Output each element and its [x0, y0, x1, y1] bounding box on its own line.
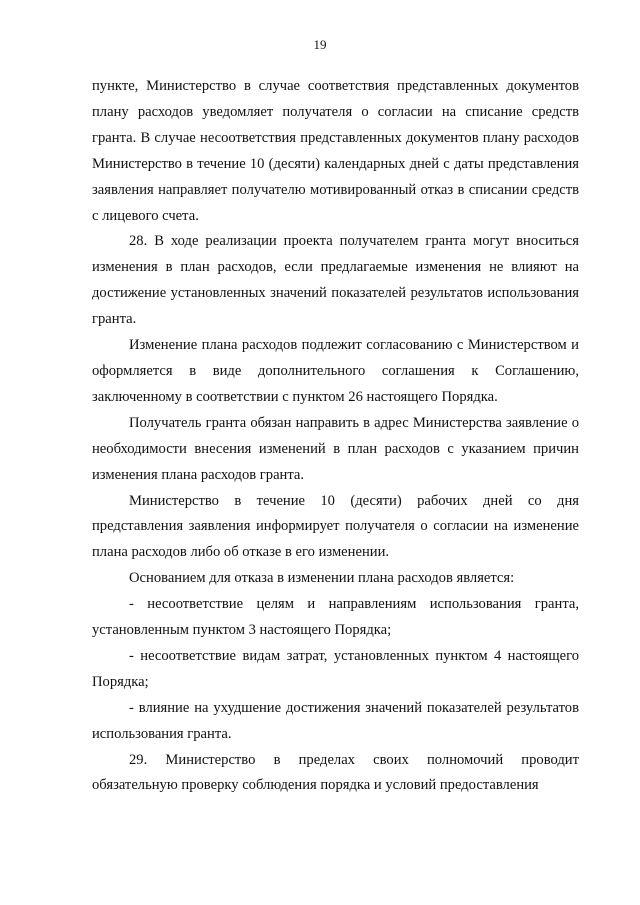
list-item-purpose-mismatch: - несоответствие целям и направлениям использования гранта, установленным пунктом 3 настоящего Порядка;: [92, 596, 579, 639]
page-number: 19: [313, 37, 327, 52]
paragraph-continuation: пункте, Министерство в случае соответствия представленных документов плану расходов уведомляет получателя о согласии на списание средств гранта. В случае несоответствия представленных документов плану расходов Министерство в течение 10 (десяти) календарных дней с даты представления заявления направляет получателю мотивированный отказ в списании средств с лицевого счета.: [92, 78, 579, 224]
paragraph-item-29: 29. Министерство в пределах своих полномочий проводит обязательную проверку соблюдения порядка и условий предоставления: [92, 751, 579, 794]
paragraph-refusal-grounds: Основанием для отказа в изменении плана расходов является:: [129, 570, 515, 587]
paragraph-ministry-response: Министерство в течение 10 (десяти) рабочих дней со дня представления заявления информирует получателя о согласии на изменение плана расходов либо об отказе в его изменении.: [92, 492, 579, 561]
list-item-cost-mismatch: - несоответствие видам затрат, установленных пунктом 4 настоящего Порядка;: [92, 647, 579, 690]
list-item-performance-impact: - влияние на ухудшение достижения значений показателей результатов использования гранта.: [92, 699, 579, 742]
paragraph-item-28: 28. В ходе реализации проекта получателем гранта могут вноситься изменения в план расходов, если предлагаемые изменения не влияют на достижение установленных значений показателей результатов использования гранта.: [92, 233, 579, 328]
paragraph-recipient-obligation: Получатель гранта обязан направить в адрес Министерства заявление о необходимости внесения изменений в план расходов с указанием причин изменения плана расходов гранта.: [92, 414, 579, 483]
paragraph-plan-change-approval: Изменение плана расходов подлежит согласованию с Министерством и оформляется в виде дополнительного соглашения к Соглашению, заключенному в соответствии с пунктом 26 настоящего Порядка.: [92, 337, 579, 405]
document-body: [92, 74, 579, 799]
